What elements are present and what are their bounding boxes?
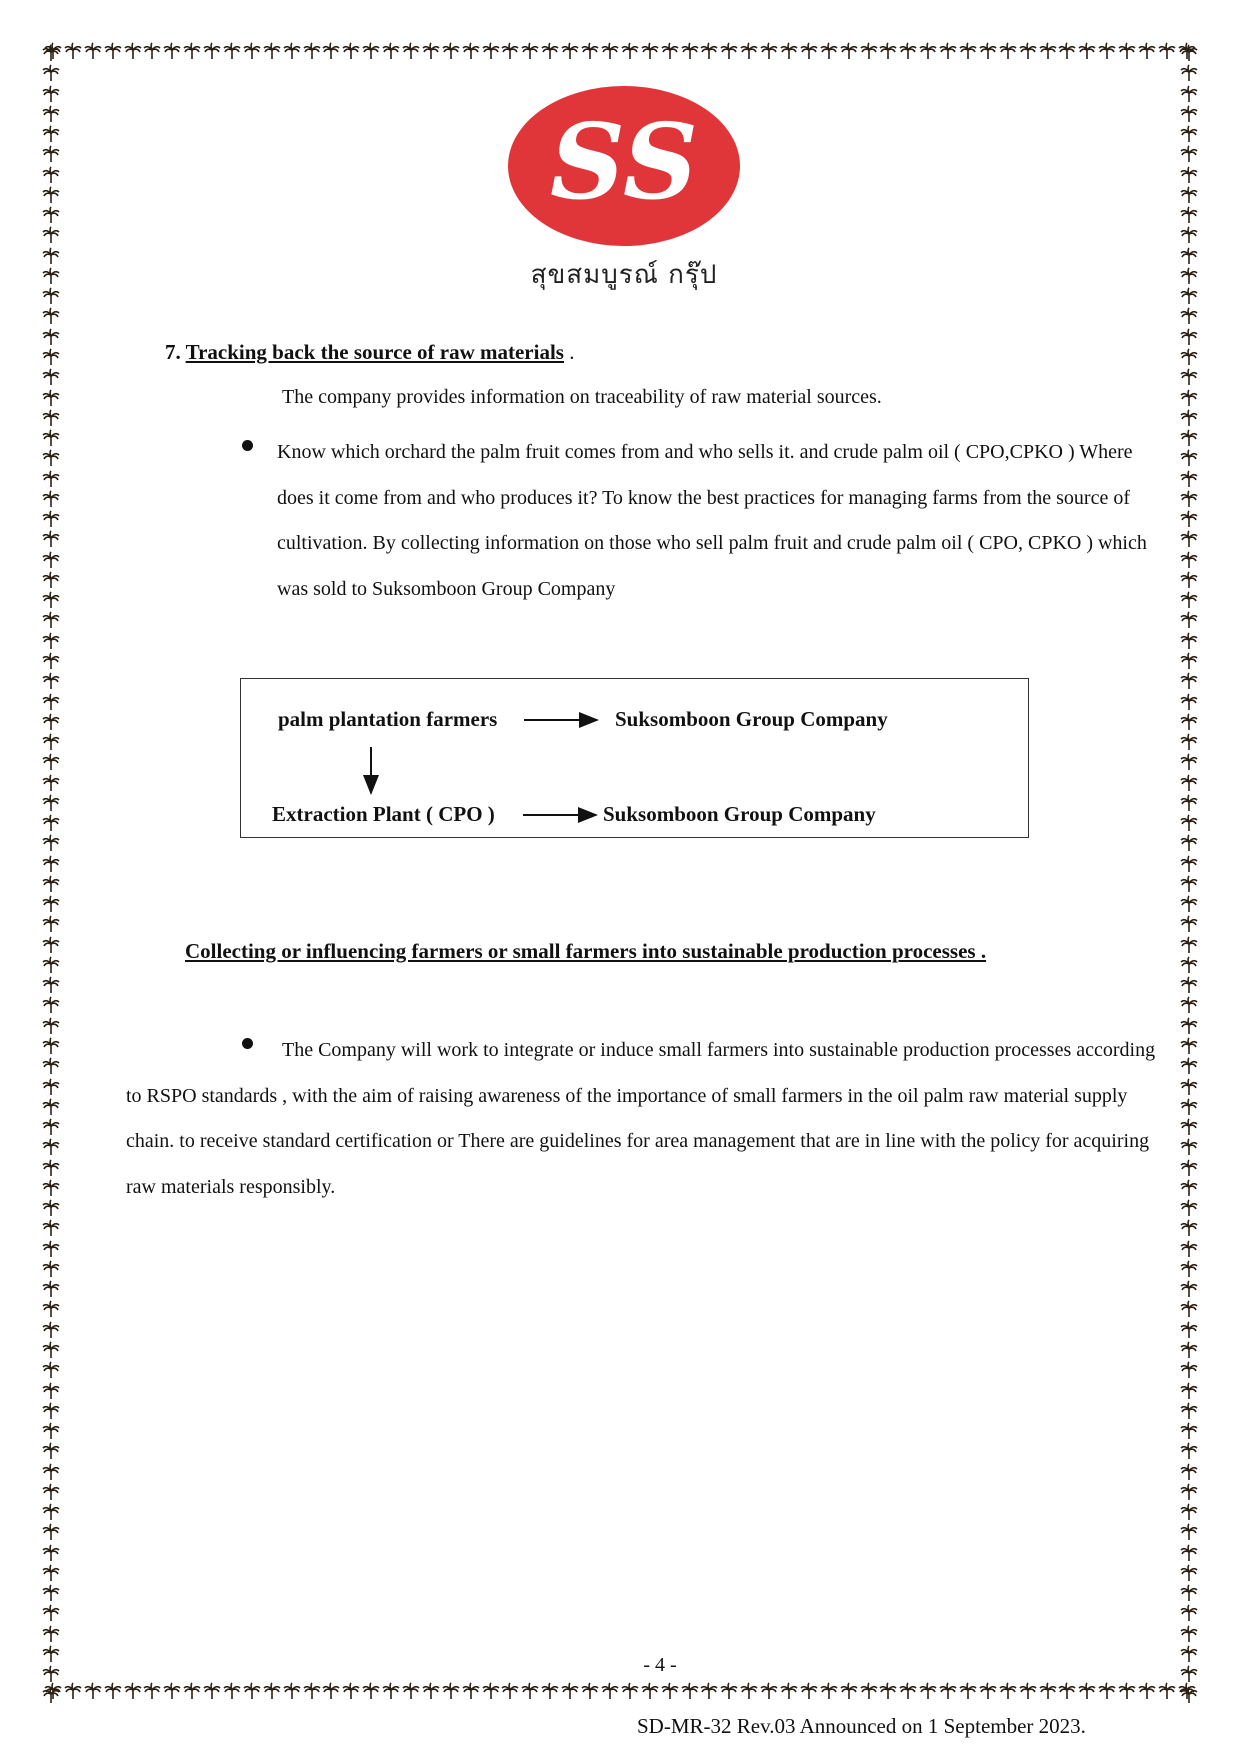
palm-tree-icon <box>1180 267 1198 285</box>
palm-tree-icon <box>42 1402 60 1420</box>
palm-tree-icon <box>521 1682 539 1700</box>
palm-tree-icon <box>42 470 60 488</box>
palm-tree-icon <box>661 42 679 60</box>
palm-tree-icon <box>42 1219 60 1237</box>
palm-tree-icon <box>999 1682 1017 1700</box>
palm-tree-icon <box>1180 1199 1198 1217</box>
palm-tree-icon <box>939 1682 957 1700</box>
section-7-intro: The company provides information on traceability of raw material sources. <box>282 386 882 408</box>
palm-tree-icon <box>42 1544 60 1562</box>
palm-tree-icon <box>860 1682 878 1700</box>
palm-tree-icon <box>42 733 60 751</box>
palm-tree-icon <box>1118 42 1136 60</box>
palm-tree-icon <box>42 1422 60 1440</box>
palm-tree-icon <box>1180 1604 1198 1622</box>
palm-tree-icon <box>42 429 60 447</box>
palm-tree-icon <box>1180 551 1198 569</box>
palm-tree-icon <box>1180 956 1198 974</box>
palm-tree-icon <box>42 1503 60 1521</box>
palm-tree-icon <box>1180 1584 1198 1602</box>
palm-tree-icon <box>1180 1564 1198 1582</box>
palm-tree-icon <box>342 1682 360 1700</box>
palm-tree-icon <box>442 1682 460 1700</box>
palm-tree-icon <box>42 186 60 204</box>
palm-tree-icon <box>42 1118 60 1136</box>
palm-tree-icon <box>42 530 60 548</box>
palm-tree-icon <box>42 652 60 670</box>
palm-tree-icon <box>362 1682 380 1700</box>
palm-tree-icon <box>1180 895 1198 913</box>
section-7-bullet: Know which orchard the palm fruit comes from and who sells it. and crude palm oil ( CPO,CPKO ) Where does it come from and who produces it? To know the best practices for managing farms from the source of cultivation. By collecting information on those who sell palm fruit and crude palm oil ( CPO, CPKO ) which was sold to Suksomboon Group Company <box>277 441 1147 600</box>
palm-tree-icon <box>42 226 60 244</box>
palm-tree-icon <box>402 42 420 60</box>
traceability-flow-diagram <box>240 678 1029 838</box>
palm-tree-icon <box>482 1682 500 1700</box>
palm-tree-icon <box>999 42 1017 60</box>
logo-mark: SS <box>550 100 698 223</box>
palm-tree-icon <box>42 449 60 467</box>
palm-tree-icon <box>362 42 380 60</box>
palm-tree-icon <box>1180 389 1198 407</box>
palm-tree-icon <box>1180 449 1198 467</box>
palm-tree-icon <box>1180 287 1198 305</box>
palm-tree-icon <box>1058 42 1076 60</box>
company-logo <box>508 86 740 246</box>
palm-tree-icon <box>740 42 758 60</box>
palm-tree-icon <box>1180 247 1198 265</box>
palm-tree-icon <box>283 1682 301 1700</box>
palm-tree-icon <box>1180 105 1198 123</box>
palm-tree-icon <box>740 1682 758 1700</box>
palm-tree-icon <box>979 1682 997 1700</box>
palm-tree-icon <box>1180 1544 1198 1562</box>
palm-tree-icon <box>1138 1682 1156 1700</box>
palm-tree-icon <box>42 409 60 427</box>
palm-tree-icon <box>1180 1098 1198 1116</box>
palm-tree-icon <box>42 145 60 163</box>
palm-tree-icon <box>42 1604 60 1622</box>
palm-tree-icon <box>163 42 181 60</box>
palm-tree-icon <box>1180 368 1198 386</box>
palm-tree-icon <box>42 1321 60 1339</box>
palm-tree-icon <box>1118 1682 1136 1700</box>
palm-tree-icon <box>223 1682 241 1700</box>
palm-tree-icon <box>223 42 241 60</box>
palm-tree-icon <box>1180 1483 1198 1501</box>
palm-tree-icon <box>42 1665 60 1683</box>
palm-tree-icon <box>501 42 519 60</box>
palm-tree-icon <box>42 996 60 1014</box>
palm-tree-icon <box>42 64 60 82</box>
palm-tree-icon <box>42 1382 60 1400</box>
palm-tree-icon <box>42 1523 60 1541</box>
palm-tree-icon <box>1180 1219 1198 1237</box>
palm-tree-icon <box>700 42 718 60</box>
palm-tree-icon <box>1180 1382 1198 1400</box>
palm-tree-icon <box>1180 1280 1198 1298</box>
palm-tree-icon <box>42 753 60 771</box>
palm-tree-icon <box>42 1037 60 1055</box>
palm-tree-icon <box>1180 510 1198 528</box>
palm-tree-icon <box>243 42 261 60</box>
palm-tree-icon <box>42 368 60 386</box>
palm-tree-icon <box>163 1682 181 1700</box>
palm-tree-icon <box>681 1682 699 1700</box>
palm-tree-icon <box>42 1098 60 1116</box>
palm-tree-icon <box>1180 1625 1198 1643</box>
palm-tree-icon <box>860 42 878 60</box>
palm-tree-icon <box>601 42 619 60</box>
palm-tree-icon <box>1180 1686 1198 1704</box>
border-bottom <box>44 1680 1196 1702</box>
palm-tree-icon <box>42 1260 60 1278</box>
palm-tree-icon <box>1180 64 1198 82</box>
palm-tree-icon <box>621 1682 639 1700</box>
palm-tree-icon <box>1180 1422 1198 1440</box>
palm-tree-icon <box>1180 470 1198 488</box>
palm-tree-icon <box>422 1682 440 1700</box>
palm-tree-icon <box>303 1682 321 1700</box>
palm-tree-icon <box>1180 571 1198 589</box>
palm-tree-icon <box>42 774 60 792</box>
palm-tree-icon <box>442 42 460 60</box>
palm-tree-icon <box>1180 307 1198 325</box>
palm-tree-icon <box>760 42 778 60</box>
palm-tree-icon <box>42 915 60 933</box>
border-right <box>1178 44 1200 1704</box>
palm-tree-icon <box>42 591 60 609</box>
palm-tree-icon <box>1180 186 1198 204</box>
palm-tree-icon <box>42 44 60 62</box>
palm-tree-icon <box>42 1179 60 1197</box>
palm-tree-icon <box>581 1682 599 1700</box>
palm-tree-icon <box>820 1682 838 1700</box>
palm-tree-icon <box>621 42 639 60</box>
palm-tree-icon <box>1180 976 1198 994</box>
palm-tree-icon <box>780 1682 798 1700</box>
palm-tree-icon <box>64 42 82 60</box>
palm-tree-icon <box>143 42 161 60</box>
palm-tree-icon <box>42 834 60 852</box>
palm-tree-icon <box>1180 611 1198 629</box>
palm-tree-icon <box>820 42 838 60</box>
palm-tree-icon <box>1180 774 1198 792</box>
palm-tree-icon <box>322 1682 340 1700</box>
bullet-point <box>242 440 253 451</box>
palm-tree-icon <box>42 1240 60 1258</box>
page-number: - 4 - <box>643 1654 677 1676</box>
document-reference: SD-MR-32 Rev.03 Announced on 1 September 2023. <box>637 1714 1086 1738</box>
palm-tree-icon <box>1180 490 1198 508</box>
palm-tree-icon <box>42 206 60 224</box>
palm-tree-icon <box>1180 1159 1198 1177</box>
palm-tree-icon <box>42 1280 60 1298</box>
palm-tree-icon <box>42 166 60 184</box>
palm-tree-icon <box>42 348 60 366</box>
palm-tree-icon <box>42 1300 60 1318</box>
palm-tree-icon <box>1180 1078 1198 1096</box>
palm-tree-icon <box>521 42 539 60</box>
palm-tree-icon <box>1180 1179 1198 1197</box>
section-number: 7. <box>165 340 181 364</box>
palm-tree-icon <box>919 1682 937 1700</box>
palm-tree-icon <box>1180 1341 1198 1359</box>
palm-tree-icon <box>64 1682 82 1700</box>
palm-tree-icon <box>1180 1138 1198 1156</box>
palm-tree-icon <box>42 1138 60 1156</box>
palm-tree-icon <box>1180 429 1198 447</box>
palm-tree-icon <box>42 571 60 589</box>
palm-tree-icon <box>800 42 818 60</box>
palm-tree-icon <box>979 42 997 60</box>
palm-tree-icon <box>1180 1463 1198 1481</box>
palm-tree-icon <box>1180 85 1198 103</box>
palm-tree-icon <box>402 1682 420 1700</box>
palm-tree-icon <box>422 42 440 60</box>
palm-tree-icon <box>1180 1665 1198 1683</box>
palm-tree-icon <box>462 42 480 60</box>
palm-tree-icon <box>1180 1402 1198 1420</box>
palm-tree-icon <box>263 1682 281 1700</box>
section-title: Tracking back the source of raw materials <box>185 340 564 364</box>
palm-tree-icon <box>1180 328 1198 346</box>
palm-tree-icon <box>42 1341 60 1359</box>
palm-tree-icon <box>42 267 60 285</box>
palm-tree-icon <box>959 1682 977 1700</box>
palm-tree-icon <box>899 1682 917 1700</box>
palm-tree-icon <box>840 1682 858 1700</box>
palm-tree-icon <box>1180 1503 1198 1521</box>
palm-tree-icon <box>42 1645 60 1663</box>
palm-tree-icon <box>42 936 60 954</box>
palm-tree-icon <box>1180 1057 1198 1075</box>
palm-tree-icon <box>1180 672 1198 690</box>
palm-tree-icon <box>42 1463 60 1481</box>
palm-tree-icon <box>1180 915 1198 933</box>
palm-tree-icon <box>720 1682 738 1700</box>
palm-tree-icon <box>183 1682 201 1700</box>
palm-tree-icon <box>203 1682 221 1700</box>
palm-tree-icon <box>1180 530 1198 548</box>
palm-tree-icon <box>42 1159 60 1177</box>
company-name-thai: สุขสมบูรณ์ กรุ๊ป <box>530 260 718 290</box>
palm-tree-icon <box>1180 1260 1198 1278</box>
palm-tree-icon <box>1180 348 1198 366</box>
palm-tree-icon <box>1180 632 1198 650</box>
palm-tree-icon <box>42 875 60 893</box>
palm-tree-icon <box>382 42 400 60</box>
palm-tree-icon <box>42 1057 60 1075</box>
section-7-heading <box>165 340 574 365</box>
palm-tree-icon <box>1180 1037 1198 1055</box>
palm-tree-icon <box>1180 814 1198 832</box>
palm-tree-icon <box>1180 44 1198 62</box>
palm-tree-icon <box>42 814 60 832</box>
palm-tree-icon <box>1180 1361 1198 1379</box>
palm-tree-icon <box>1019 42 1037 60</box>
palm-tree-icon <box>42 307 60 325</box>
palm-tree-icon <box>780 42 798 60</box>
palm-tree-icon <box>641 42 659 60</box>
flow-node-farmers: palm plantation farmers <box>278 707 498 731</box>
palm-tree-icon <box>42 105 60 123</box>
palm-tree-icon <box>1180 1523 1198 1541</box>
palm-tree-icon <box>42 85 60 103</box>
palm-tree-icon <box>1138 42 1156 60</box>
palm-tree-icon <box>1180 875 1198 893</box>
palm-tree-icon <box>1019 1682 1037 1700</box>
palm-tree-icon <box>203 42 221 60</box>
palm-tree-icon <box>1180 1240 1198 1258</box>
palm-tree-icon <box>1180 936 1198 954</box>
palm-tree-icon <box>541 1682 559 1700</box>
palm-tree-icon <box>42 672 60 690</box>
palm-tree-icon <box>42 1625 60 1643</box>
palm-tree-icon <box>1180 713 1198 731</box>
flow-node-company-1: Suksomboon Group Company <box>615 707 888 731</box>
palm-tree-icon <box>42 693 60 711</box>
palm-tree-icon <box>42 1442 60 1460</box>
palm-tree-icon <box>501 1682 519 1700</box>
palm-tree-icon <box>1180 226 1198 244</box>
palm-tree-icon <box>1078 42 1096 60</box>
palm-tree-icon <box>42 1686 60 1704</box>
palm-tree-icon <box>104 42 122 60</box>
palm-tree-icon <box>1180 1645 1198 1663</box>
palm-tree-icon <box>1180 794 1198 812</box>
palm-tree-icon <box>42 976 60 994</box>
palm-tree-icon <box>541 42 559 60</box>
palm-tree-icon <box>1180 1118 1198 1136</box>
palm-tree-icon <box>1180 591 1198 609</box>
palm-tree-icon <box>681 42 699 60</box>
palm-tree-icon <box>1180 1442 1198 1460</box>
palm-tree-icon <box>183 42 201 60</box>
palm-tree-icon <box>84 1682 102 1700</box>
palm-tree-icon <box>1078 1682 1096 1700</box>
palm-tree-icon <box>42 1584 60 1602</box>
palm-tree-icon <box>561 1682 579 1700</box>
palm-tree-icon <box>143 1682 161 1700</box>
palm-tree-icon <box>1039 42 1057 60</box>
palm-tree-icon <box>879 42 897 60</box>
palm-tree-icon <box>1180 733 1198 751</box>
palm-tree-icon <box>42 328 60 346</box>
border-top <box>44 40 1196 62</box>
palm-tree-icon <box>342 42 360 60</box>
palm-tree-icon <box>42 1078 60 1096</box>
palm-tree-icon <box>263 42 281 60</box>
palm-tree-icon <box>42 632 60 650</box>
palm-tree-icon <box>1180 855 1198 873</box>
palm-tree-icon <box>42 713 60 731</box>
palm-tree-icon <box>42 1483 60 1501</box>
palm-tree-icon <box>1098 1682 1116 1700</box>
palm-tree-icon <box>42 247 60 265</box>
palm-tree-icon <box>42 1199 60 1217</box>
palm-tree-icon <box>700 1682 718 1700</box>
palm-tree-icon <box>382 1682 400 1700</box>
palm-tree-icon <box>42 956 60 974</box>
palm-tree-icon <box>1180 1300 1198 1318</box>
palm-tree-icon <box>1180 996 1198 1014</box>
palm-tree-icon <box>462 1682 480 1700</box>
palm-tree-icon <box>42 1361 60 1379</box>
palm-tree-icon <box>42 125 60 143</box>
palm-tree-icon <box>1180 834 1198 852</box>
smallholder-heading: Collecting or influencing farmers or small farmers into sustainable production processes . <box>185 939 987 963</box>
palm-tree-icon <box>1180 125 1198 143</box>
palm-tree-icon <box>561 42 579 60</box>
palm-tree-icon <box>124 1682 142 1700</box>
palm-tree-icon <box>84 42 102 60</box>
palm-tree-icon <box>42 389 60 407</box>
palm-tree-icon <box>303 42 321 60</box>
palm-tree-icon <box>283 42 301 60</box>
palm-tree-icon <box>1180 409 1198 427</box>
palm-tree-icon <box>720 42 738 60</box>
palm-tree-icon <box>1180 206 1198 224</box>
palm-tree-icon <box>42 490 60 508</box>
palm-tree-icon <box>959 42 977 60</box>
flow-node-extraction-plant: Extraction Plant ( CPO ) <box>272 802 495 826</box>
palm-tree-icon <box>939 42 957 60</box>
palm-tree-icon <box>1180 1321 1198 1339</box>
palm-tree-icon <box>1098 42 1116 60</box>
palm-tree-icon <box>42 287 60 305</box>
palm-tree-icon <box>322 42 340 60</box>
flow-node-company-2: Suksomboon Group Company <box>603 802 876 826</box>
palm-tree-icon <box>1180 166 1198 184</box>
palm-tree-icon <box>42 1564 60 1582</box>
palm-tree-icon <box>840 42 858 60</box>
palm-tree-icon <box>482 42 500 60</box>
smallholder-paragraph: The Company will work to integrate or induce small farmers into sustainable production processes according to RSPO standards , with the aim of raising awareness of the importance of small farmers in the oil palm raw material supply chain. to receive standard certification or There are guidelines for area management that are in line with the policy for acquiring raw materials responsibly. <box>126 1039 1156 1198</box>
palm-tree-icon <box>1058 1682 1076 1700</box>
palm-tree-icon <box>42 551 60 569</box>
border-left <box>40 44 62 1704</box>
palm-tree-icon <box>601 1682 619 1700</box>
palm-tree-icon <box>243 1682 261 1700</box>
palm-tree-icon <box>661 1682 679 1700</box>
palm-tree-icon <box>104 1682 122 1700</box>
palm-tree-icon <box>760 1682 778 1700</box>
palm-tree-icon <box>42 895 60 913</box>
palm-tree-icon <box>42 510 60 528</box>
palm-tree-icon <box>800 1682 818 1700</box>
palm-tree-icon <box>1158 1682 1176 1700</box>
palm-tree-icon <box>641 1682 659 1700</box>
palm-tree-icon <box>919 42 937 60</box>
section-title-end: . <box>569 340 575 364</box>
palm-tree-icon <box>899 42 917 60</box>
palm-tree-icon <box>1180 753 1198 771</box>
palm-tree-icon <box>1180 652 1198 670</box>
palm-tree-icon <box>1180 693 1198 711</box>
palm-tree-icon <box>879 1682 897 1700</box>
palm-tree-icon <box>42 611 60 629</box>
palm-tree-icon <box>1039 1682 1057 1700</box>
palm-tree-icon <box>42 794 60 812</box>
palm-tree-icon <box>124 42 142 60</box>
palm-tree-icon <box>1180 145 1198 163</box>
palm-tree-icon <box>581 42 599 60</box>
palm-tree-icon <box>1180 1017 1198 1035</box>
palm-tree-icon <box>1158 42 1176 60</box>
palm-tree-icon <box>42 855 60 873</box>
palm-tree-icon <box>42 1017 60 1035</box>
